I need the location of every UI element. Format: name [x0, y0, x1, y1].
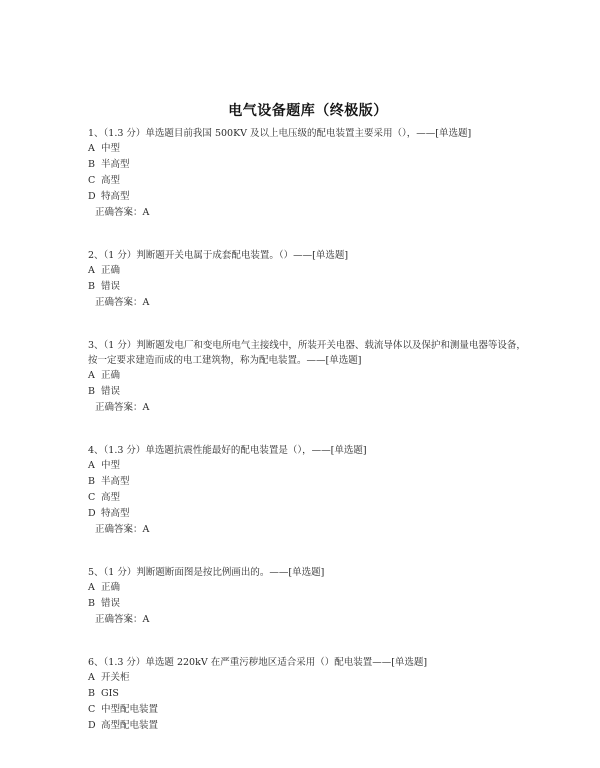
question-3: [88, 338, 528, 416]
question-text: 6、（1.3 分）单选题 220kV 在严重污秽地区适合采用（）配电装置——[单选题]: [88, 657, 428, 668]
option-letter: C: [88, 175, 96, 186]
option-text: 正确: [101, 582, 121, 593]
option-letter: C: [88, 492, 96, 503]
option-letter: A: [88, 265, 95, 276]
option-d: [88, 718, 528, 734]
option-text: 特高型: [101, 508, 130, 519]
option-text: 中型: [101, 460, 121, 471]
option-b: [88, 157, 528, 173]
question-text: 3、（1 分）判断题发电厂和变电所电气主接线中，所装开关电器、载流导体以及保护和测量电器等设备，按一定要求建造而成的电工建筑物，称为配电装置。——[单选题]: [88, 340, 526, 366]
document-title: 电气设备题库（终极版）: [228, 103, 388, 119]
option-letter: B: [88, 598, 95, 609]
option-text: 开关柜: [101, 672, 130, 683]
option-a: [88, 368, 528, 384]
option-text: 半高型: [101, 159, 130, 170]
option-text: 半高型: [101, 476, 130, 487]
option-c: [88, 173, 528, 189]
option-text: 错误: [101, 281, 121, 292]
option-c: [88, 702, 528, 718]
option-text: 中型: [101, 143, 121, 154]
option-d: [88, 189, 528, 205]
option-letter: D: [88, 508, 96, 519]
option-letter: A: [88, 143, 95, 154]
option-list: [88, 263, 528, 295]
question-2: [88, 248, 528, 311]
option-letter: A: [88, 672, 95, 683]
option-a: [88, 263, 528, 279]
option-list: [88, 141, 528, 205]
option-text: 高型: [101, 492, 121, 503]
option-a: [88, 580, 528, 596]
correct-answer: 正确答案：A: [95, 297, 150, 308]
option-list: [88, 670, 528, 734]
correct-answer: 正确答案：A: [95, 524, 150, 535]
option-letter: A: [88, 370, 95, 381]
option-b: [88, 474, 528, 490]
option-b: [88, 686, 528, 702]
option-text: 错误: [101, 386, 121, 397]
option-letter: A: [88, 582, 95, 593]
option-a: [88, 458, 528, 474]
option-text: 中型配电装置: [101, 704, 159, 715]
option-a: [88, 141, 528, 157]
correct-answer: 正确答案：A: [95, 207, 150, 218]
option-letter: B: [88, 688, 95, 699]
option-letter: D: [88, 720, 96, 731]
question-text: 2、（1 分）判断题开关电属于成套配电装置。（）——[单选题]: [88, 250, 349, 261]
option-letter: B: [88, 386, 95, 397]
option-letter: B: [88, 281, 95, 292]
option-text: 高型配电装置: [101, 720, 159, 731]
option-b: [88, 596, 528, 612]
question-4: [88, 443, 528, 538]
option-d: [88, 506, 528, 522]
correct-answer: 正确答案：A: [95, 402, 150, 413]
option-b: [88, 384, 528, 400]
option-text: GIS: [101, 688, 119, 699]
option-list: [88, 580, 528, 612]
option-a: [88, 670, 528, 686]
option-text: 特高型: [101, 191, 130, 202]
option-text: 正确: [101, 265, 121, 276]
question-6: [88, 655, 528, 734]
question-5: [88, 565, 528, 628]
option-letter: A: [88, 460, 95, 471]
question-text: 1、（1.3 分）单选题目前我国 500KV 及以上电压级的配电装置主要采用（），——[单选题]: [88, 128, 472, 139]
correct-answer: 正确答案：A: [95, 614, 150, 625]
option-letter: B: [88, 159, 95, 170]
option-text: 正确: [101, 370, 121, 381]
question-1: [88, 126, 528, 221]
option-text: 错误: [101, 598, 121, 609]
option-letter: D: [88, 191, 96, 202]
option-text: 高型: [101, 175, 121, 186]
option-letter: B: [88, 476, 95, 487]
option-letter: C: [88, 704, 96, 715]
option-list: [88, 368, 528, 400]
question-text: 5、（1 分）判断题断面图是按比例画出的。——[单选题]: [88, 567, 325, 578]
question-text: 4、（1.3 分）单选题抗震性能最好的配电装置是（），——[单选题]: [88, 445, 367, 456]
option-list: [88, 458, 528, 522]
option-c: [88, 490, 528, 506]
option-b: [88, 279, 528, 295]
